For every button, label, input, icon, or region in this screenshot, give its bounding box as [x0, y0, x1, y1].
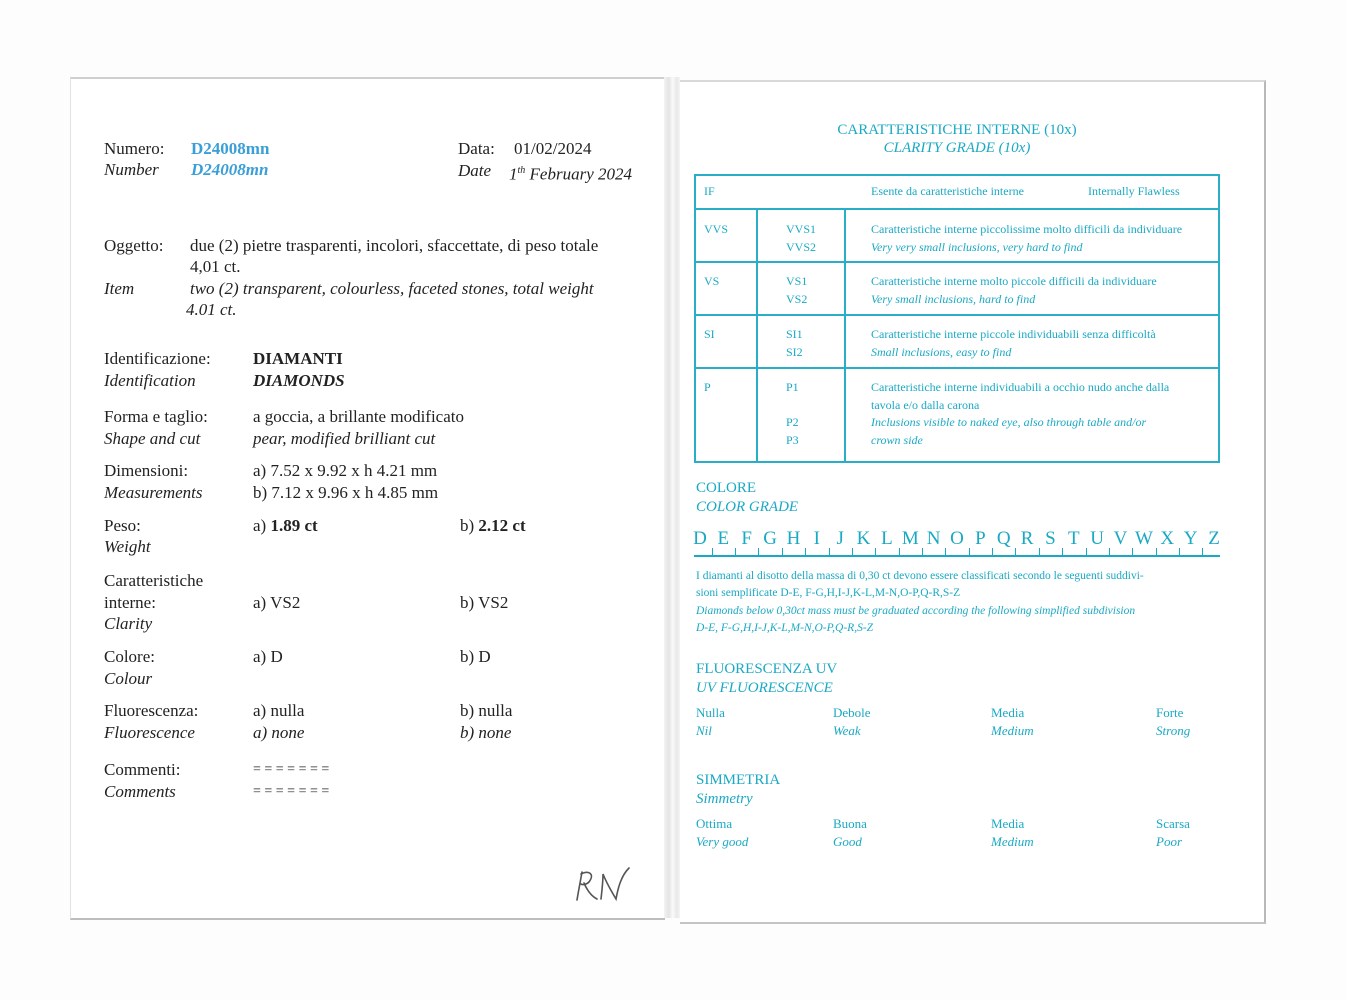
certificate-number-en: D24008mn	[191, 160, 269, 179]
color-grade-d: D	[693, 528, 707, 549]
item-value-en-2: 4.01 ct.	[186, 300, 237, 319]
identification-label-it: Identificazione:	[104, 349, 211, 368]
booklet-fold	[664, 77, 680, 918]
if-desc-en: Internally Flawless	[1088, 184, 1180, 198]
fluo-option-en: Weak	[833, 723, 861, 738]
color-grade-p: P	[975, 528, 986, 549]
fluorescence-b-en: b) none	[460, 723, 512, 742]
color-scale-tick	[805, 548, 806, 556]
color-note-it-1: I diamanti al disotto della massa di 0,30 ct devono essere classificati secondo le seguenti suddivi-	[696, 570, 1144, 582]
color-scale-tick	[1086, 548, 1087, 556]
symmetry-option: Scarsa	[1156, 816, 1190, 831]
sub-grade: VVS1	[786, 222, 817, 236]
color-scale-tick	[782, 548, 783, 556]
color-grade-m: M	[901, 528, 919, 549]
color-grade-r: R	[1020, 528, 1034, 549]
fluorescence-label-it: Fluorescenza:	[104, 701, 199, 720]
date-label-en: Date	[458, 161, 492, 180]
symmetry-option-en: Poor	[1156, 834, 1182, 849]
symmetry-title-it: SIMMETRIA	[696, 772, 781, 788]
color-scale-tick	[1015, 548, 1016, 556]
row-desc-en: Very very small inclusions, very hard to find	[871, 240, 1083, 254]
grade-p: P	[704, 380, 711, 394]
color-scale-tick	[899, 548, 900, 556]
identification-value-it: DIAMANTI	[253, 349, 343, 368]
color-scale-tick	[829, 548, 830, 556]
color-grade-w: W	[1134, 528, 1153, 549]
color-scale-tick	[1109, 548, 1110, 556]
fluo-option-en: Strong	[1156, 723, 1191, 738]
item-value-it-2: 4,01 ct.	[190, 257, 241, 276]
color-grade-e: E	[717, 528, 730, 549]
comments-value-2: = = = = = = =	[253, 784, 330, 799]
certificate-right-page	[680, 80, 1266, 924]
sub-grade: VS2	[786, 292, 808, 306]
color-scale-tick	[1179, 548, 1180, 556]
color-grade-l: L	[881, 528, 893, 549]
sub-grade: SI1	[786, 327, 803, 341]
row-desc-it: Caratteristiche interne molto piccole difficili da individuare	[871, 274, 1157, 288]
number-label-en: Number	[104, 160, 159, 179]
color-grade-n: N	[926, 528, 941, 549]
measurements-label-it: Dimensioni:	[104, 461, 189, 480]
symmetry-option-en: Very good	[696, 834, 749, 849]
row-desc-it: Caratteristiche interne piccolissime molto difficili da individuare	[871, 222, 1183, 236]
symmetry-option-en: Medium	[991, 834, 1034, 849]
color-note-en-1: Diamonds below 0,30ct mass must be graduated according the following simplified subdivision	[696, 605, 1136, 617]
clarity-grade-table	[694, 174, 1220, 463]
symmetry-option: Media	[991, 816, 1025, 831]
color-grade-i: I	[813, 528, 820, 549]
clarity-row-if	[696, 176, 1218, 210]
item-value-en-1: two (2) transparent, colourless, faceted stones, total weight	[190, 279, 594, 298]
grade-if: IF	[704, 184, 715, 198]
grade-vs: VS	[704, 274, 720, 288]
fluorescence-a-it: a) nulla	[253, 701, 305, 720]
item-label-it: Oggetto:	[104, 236, 164, 255]
comments-value-1: = = = = = = =	[253, 762, 330, 777]
grade-si: SI	[704, 327, 715, 341]
colour-a: a) D	[253, 647, 283, 666]
color-grade-h: H	[786, 528, 801, 549]
clarity-title-en: CLARITY GRADE (10x)	[883, 140, 1031, 156]
color-note-it-2: sioni semplificate D-E, F-G,H,I-J,K-L,M-N,O-P,Q-R,S-Z	[696, 587, 961, 599]
comments-label-en: Comments	[104, 782, 176, 801]
measurements-b: b) 7.12 x 9.96 x h 4.85 mm	[253, 483, 439, 502]
symmetry-option: Ottima	[696, 816, 733, 831]
shape-value-it: a goccia, a brillante modificato	[253, 407, 464, 426]
number-label-it: Numero:	[104, 139, 165, 158]
color-title-en: COLOR GRADE	[696, 499, 799, 515]
fluorescence-b-it: b) nulla	[460, 701, 513, 720]
shape-label-en: Shape and cut	[104, 429, 201, 448]
identification-value-en: DIAMONDS	[253, 371, 345, 390]
clarity-row	[696, 210, 1218, 263]
table-divider	[844, 210, 846, 461]
shape-label-it: Forma e taglio:	[104, 407, 208, 426]
color-scale-tick	[922, 548, 923, 556]
clarity-row	[696, 316, 1218, 369]
color-grade-v: V	[1113, 528, 1128, 549]
symmetry-option: Buona	[833, 816, 867, 831]
color-scale-tick	[758, 548, 759, 556]
weight-label-it: Peso:	[104, 516, 141, 535]
clarity-b: b) VS2	[460, 593, 509, 612]
comments-label-it: Commenti:	[104, 760, 181, 779]
color-grade-j: J	[836, 528, 844, 549]
weight-a: a) 1.89 ct	[253, 516, 318, 535]
sub-grade: P1	[786, 380, 799, 394]
if-desc-it: Esente da caratteristiche interne	[871, 184, 1024, 198]
fluorescence-label-en: Fluorescence	[104, 723, 195, 742]
color-scale-tick	[852, 548, 853, 556]
row-desc-en: Small inclusions, easy to find	[871, 345, 1012, 359]
color-grade-y: Y	[1183, 528, 1198, 549]
item-value-it-1: due (2) pietre trasparenti, incolori, sfaccettate, di peso totale	[190, 236, 599, 255]
color-scale-tick	[1132, 548, 1133, 556]
color-title-it: COLORE	[696, 480, 756, 496]
color-grade-x: X	[1160, 528, 1175, 549]
color-scale-tick	[992, 548, 993, 556]
fluorescence-title-en: UV FLUORESCENCE	[696, 680, 833, 696]
weight-b: b) 2.12 ct	[460, 516, 526, 535]
color-scale-tick	[875, 548, 876, 556]
item-label-en: Item	[104, 279, 135, 298]
color-grade-o: O	[950, 528, 964, 549]
color-scale-tick	[945, 548, 946, 556]
certificate-number: D24008mn	[191, 139, 270, 158]
clarity-row-p	[696, 369, 1218, 461]
color-grade-s: S	[1045, 528, 1056, 549]
fluorescence-a-en: a) none	[253, 723, 305, 742]
color-scale-tick	[735, 548, 736, 556]
fluo-option: Forte	[1156, 705, 1184, 720]
color-note-en-2: D-E, F-G,H,I-J,K-L,M-N,O-P,Q-R,S-Z	[696, 622, 874, 634]
row-desc-it: tavola e/o dalla carona	[871, 398, 980, 412]
color-grade-q: Q	[996, 528, 1011, 549]
identification-label-en: Identification	[104, 371, 196, 390]
clarity-label-it-1: Caratteristiche	[104, 571, 204, 590]
color-grade-scale	[694, 528, 1220, 558]
certificate-left-page	[70, 77, 665, 920]
clarity-a: a) VS2	[253, 593, 301, 612]
date-value-en: 1th February 2024	[509, 164, 632, 184]
row-desc-en: Very small inclusions, hard to find	[871, 292, 1036, 306]
colour-b: b) D	[460, 647, 491, 666]
color-scale-tick	[1156, 548, 1157, 556]
color-scale-tick	[1202, 548, 1203, 556]
colour-label-it: Colore:	[104, 647, 155, 666]
signature-initials	[577, 868, 629, 900]
fluo-option-en: Nil	[696, 723, 712, 738]
date-label-it: Data:	[458, 139, 495, 158]
measurements-a: a) 7.52 x 9.92 x h 4.21 mm	[253, 461, 438, 480]
table-divider	[756, 210, 758, 461]
color-scale-baseline	[694, 555, 1220, 557]
fluo-option-en: Medium	[991, 723, 1034, 738]
color-grade-g: G	[763, 528, 777, 549]
color-grade-k: K	[856, 528, 871, 549]
clarity-label-it-2: interne:	[104, 593, 156, 612]
fluo-option: Debole	[833, 705, 871, 720]
symmetry-title-en: Simmetry	[696, 791, 753, 807]
clarity-label-en: Clarity	[104, 614, 153, 633]
date-value: 01/02/2024	[514, 139, 592, 158]
weight-label-en: Weight	[104, 537, 151, 556]
fluorescence-title-it: FLUORESCENZA UV	[696, 661, 838, 677]
color-grade-t: T	[1068, 528, 1080, 549]
row-desc-en: crown side	[871, 433, 923, 447]
signature	[569, 864, 639, 909]
sub-grade: P2	[786, 415, 799, 429]
colour-label-en: Colour	[104, 669, 153, 688]
sub-grade: SI2	[786, 345, 803, 359]
color-scale-tick	[1039, 548, 1040, 556]
symmetry-option-en: Good	[833, 834, 862, 849]
shape-value-en: pear, modified brilliant cut	[253, 429, 436, 448]
color-scale-tick	[969, 548, 970, 556]
color-grade-f: F	[741, 528, 753, 549]
fluo-option: Nulla	[696, 705, 725, 720]
measurements-label-en: Measurements	[104, 483, 203, 502]
clarity-row	[696, 263, 1218, 316]
color-grade-z: Z	[1208, 528, 1220, 549]
clarity-title-it: CARATTERISTICHE INTERNE (10x)	[837, 122, 1077, 138]
grade-vvs: VVS	[704, 222, 729, 236]
sub-grade: VVS2	[786, 240, 817, 254]
sub-grade: VS1	[786, 274, 808, 288]
fluo-option: Media	[991, 705, 1025, 720]
sub-grade: P3	[786, 433, 799, 447]
row-desc-it: Caratteristiche interne piccole individuabili senza difficoltà	[871, 327, 1156, 341]
color-grade-u: U	[1090, 528, 1105, 549]
row-desc-it: Caratteristiche interne individuabili a occhio nudo anche dalla	[871, 380, 1170, 394]
row-desc-en: Inclusions visible to naked eye, also through table and/or	[871, 415, 1147, 429]
color-scale-tick	[1062, 548, 1063, 556]
color-scale-tick	[712, 548, 713, 556]
